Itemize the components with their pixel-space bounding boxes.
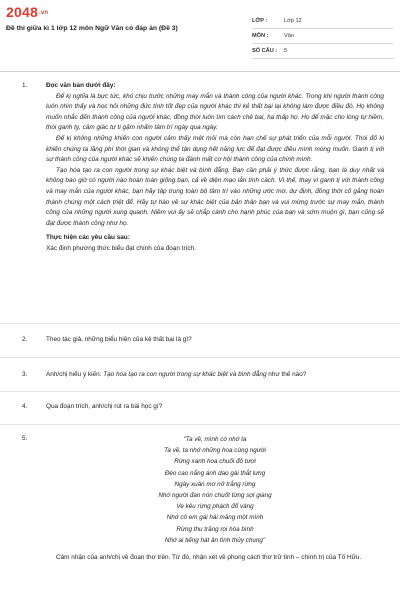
exam-meta (252, 14, 394, 59)
question-number: 2. (22, 336, 28, 343)
logo-suffix: .vn (38, 10, 49, 17)
poem-line: "Ta về, mình có nhớ ta (183, 436, 247, 443)
question-divider (0, 357, 400, 358)
poem-line: Nhớ cô em gái hái măng một mình (166, 514, 264, 522)
poem-line: Ngày xuân mơ nở trắng rừng (174, 480, 256, 488)
question-1 (22, 81, 384, 255)
meta-key: SỐ CÂU : (252, 48, 278, 54)
site-logo[interactable] (6, 4, 48, 20)
meta-class-row (252, 14, 394, 29)
question-text-post: như thế nào? (266, 371, 307, 378)
task-heading: Thực hiện các yêu cầu sau: (46, 234, 130, 242)
question-quote: Tạo hóa tạo ra con người trong sự khác biệt và bình đẳng (103, 371, 267, 378)
passage-paragraph-3: Tạo hóa tạo ra con người trong sự khác biệt và bình đẳng. Bạn cần phải ý thức được rằng, bạn là duy nhất và không bao giờ có người nào hoàn toàn giống bạn, cả về diện mạo lẫn tính cách. Vì thế, thay vì ganh tị với thành công và may mắn của người khác, bạn hãy tập trung toàn bộ tâm trí vào những ước mơ, dự định, đồng thời cố gắng hoàn thành chúng một cách triệt để. Hãy tự hào về sự khác biệt của bản thân bạn và vui mừng trước sự may mắn, thành công của những người xung quanh. Niềm vui ấy sẽ chắp cánh cho hạnh phúc của bạn và sớm muộn gì, bạn cũng sẽ đạt được thành công như họ. (46, 166, 384, 227)
meta-value: Văn (284, 33, 294, 39)
passage-paragraph-2: Để kị không những khiến con người cảm thấy mệt mỏi mà còn hạn chế sự phát triển của mỗi người. Thói đố kị khiến chúng ta lãng phí thời gian và không thể tận dụng hết năng lực để đạt được điều mình mong muốn. Ganh tị với sự thành công của người khác sẽ khiến chúng ta đánh mất cơ hội thành công của chính mình. (46, 134, 384, 164)
meta-key: LỚP : (252, 18, 268, 24)
question-divider (0, 424, 400, 425)
question-number: 5. (22, 435, 28, 442)
task-text: Xác định phương thức biểu đạt chính của đoạn trích. (46, 244, 196, 252)
question-5 (22, 434, 384, 564)
question-number: 3. (22, 371, 28, 378)
poem-line: Rừng thu trăng rọi hòa bình (176, 525, 254, 533)
question-text: Cảm nhận của anh/chị về đoạn thơ trên. Từ đó, nhận xét về phong cách thơ trữ tình – chính trị của Tố Hữu. (56, 554, 362, 562)
poem-line: Ve kêu rừng phách đổ vàng (176, 503, 254, 511)
meta-count-row (252, 44, 394, 59)
passage-paragraph-1: Để kị nghĩa là bực tức, khó chịu trước những may mắn và thành công của người khác. Trong khi người thành công luôn nhìn thấy và học hỏi những đức tính tốt đẹp của người khác thì kẻ thất bại lại không làm được điều đó. Họ không muốn nhắc đến thành công của người khác, đồng thời luôn tìm cách chê bai, hạ thấp họ. Họ để mặc cho lòng tự hiềm, thói ganh tỵ, cảm giác tự ti gặm nhấm tâm trí ngày qua ngày. (46, 92, 384, 132)
meta-subject-row (252, 29, 394, 44)
question-text: Qua đoạn trích, anh/chị rút ra bài học gì? (46, 403, 163, 410)
poem-line: Rừng xanh hoa chuối đỏ tươi (174, 458, 256, 466)
reading-heading: Đọc văn bản dưới đây: (46, 82, 116, 89)
header-divider (0, 71, 400, 72)
question-text-pre: Anh/chị hiểu ý kiến: (46, 371, 104, 378)
question-divider (0, 391, 400, 392)
question-number: 1. (22, 82, 28, 89)
meta-value: 5 (284, 48, 288, 54)
poem-line: Đèo cao nắng ánh dao gài thắt lưng (164, 469, 266, 477)
page-header (0, 0, 400, 82)
question-divider (0, 323, 400, 324)
question-text: Theo tác giả, những biểu hiện của kẻ thất bại là gì? (46, 336, 192, 343)
question-3 (22, 370, 384, 381)
poem-line: Ta về, ta nhớ những hoa cùng người (164, 447, 266, 455)
question-2 (22, 335, 384, 346)
logo-text[interactable]: 2048 (6, 4, 38, 20)
page-title: Đề thi giữa kì 1 lớp 12 môn Ngữ Văn có đáp án (Đề 3) (6, 25, 178, 32)
poem-line: Nhớ ai tiếng hát ân tình thủy chung" (164, 536, 266, 544)
poem-line: Nhớ người đan nón chuốt từng sợi giang (158, 492, 272, 500)
meta-key: MÔN : (252, 33, 269, 39)
question-4 (22, 402, 384, 413)
question-number: 4. (22, 403, 28, 410)
question-text (46, 370, 384, 381)
poem (46, 434, 384, 546)
meta-value: Lớp 12 (284, 18, 302, 24)
